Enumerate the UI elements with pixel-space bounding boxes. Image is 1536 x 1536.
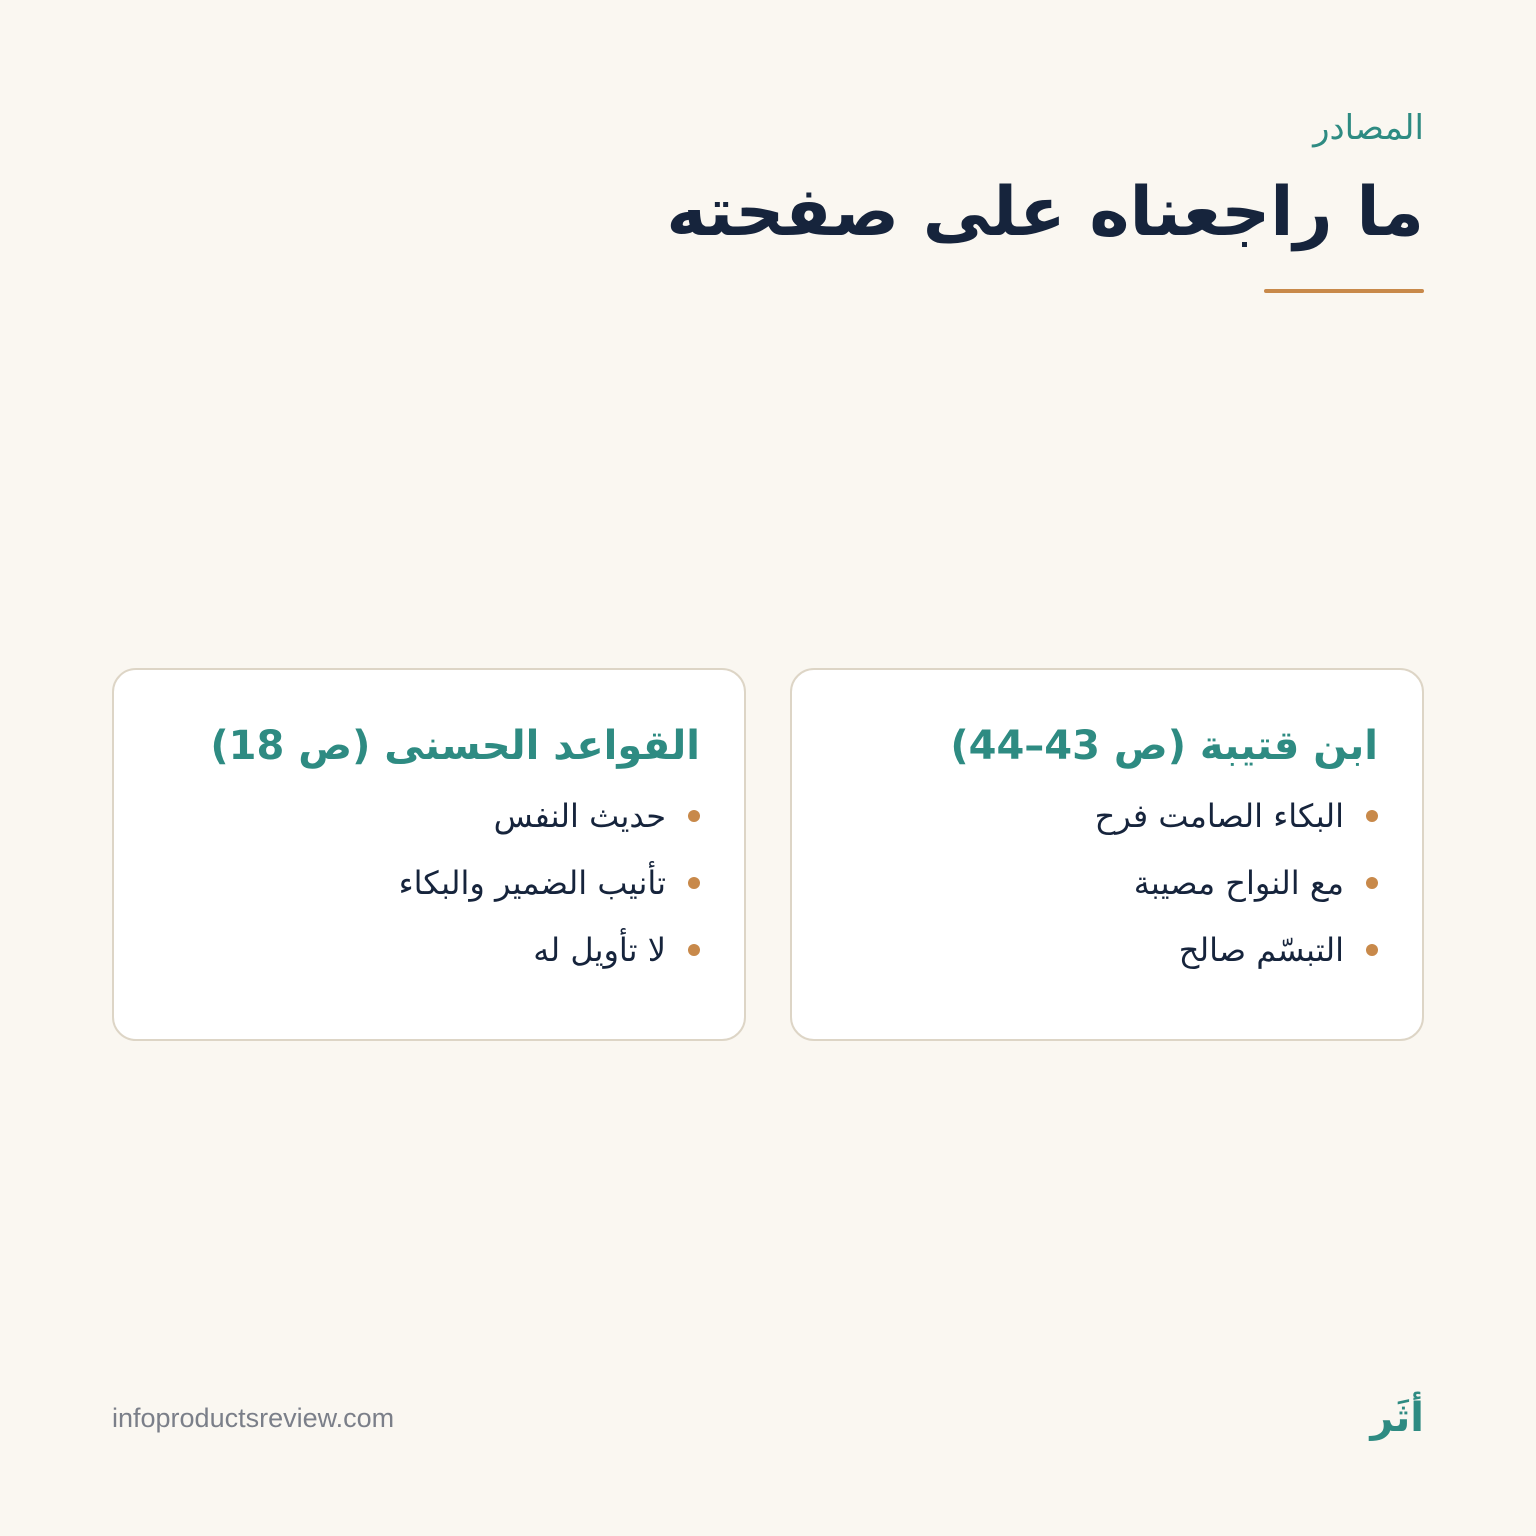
source-card-ibn-qutayba — [790, 668, 1424, 1041]
footer-url: infoproductsreview.com — [112, 1403, 395, 1433]
bullet-dot-icon — [1366, 944, 1378, 956]
card-title: القواعد الحسنى (ص 18) — [210, 723, 700, 769]
title-underline — [1264, 289, 1424, 293]
list-item-text: حديث النفس — [493, 796, 666, 835]
list-item — [158, 916, 700, 983]
source-cards — [112, 668, 1424, 1041]
card-list — [836, 782, 1378, 983]
list-item-text: البكاء الصامت فرح — [1094, 796, 1344, 835]
card-list — [158, 782, 700, 983]
list-item-text: التبسّم صالح — [1178, 930, 1344, 969]
source-card-qawaid-husna — [112, 668, 746, 1041]
card-title: ابن قتيبة (ص 43–44) — [950, 723, 1378, 769]
bullet-dot-icon — [688, 944, 700, 956]
list-item — [836, 916, 1378, 983]
page-title: ما راجعناه على صفحته — [666, 173, 1424, 252]
list-item — [836, 782, 1378, 849]
list-item-text: لا تأويل له — [533, 930, 666, 969]
bullet-dot-icon — [1366, 810, 1378, 822]
list-item-text: تأنيب الضمير والبكاء — [398, 863, 666, 902]
brand-logo: أثَر — [1370, 1395, 1424, 1441]
section-eyebrow: المصادر — [1313, 108, 1424, 148]
bullet-dot-icon — [1366, 877, 1378, 889]
list-item — [158, 782, 700, 849]
list-item — [158, 849, 700, 916]
list-item-text: مع النواح مصيبة — [1133, 863, 1344, 902]
list-item — [836, 849, 1378, 916]
bullet-dot-icon — [688, 877, 700, 889]
bullet-dot-icon — [688, 810, 700, 822]
